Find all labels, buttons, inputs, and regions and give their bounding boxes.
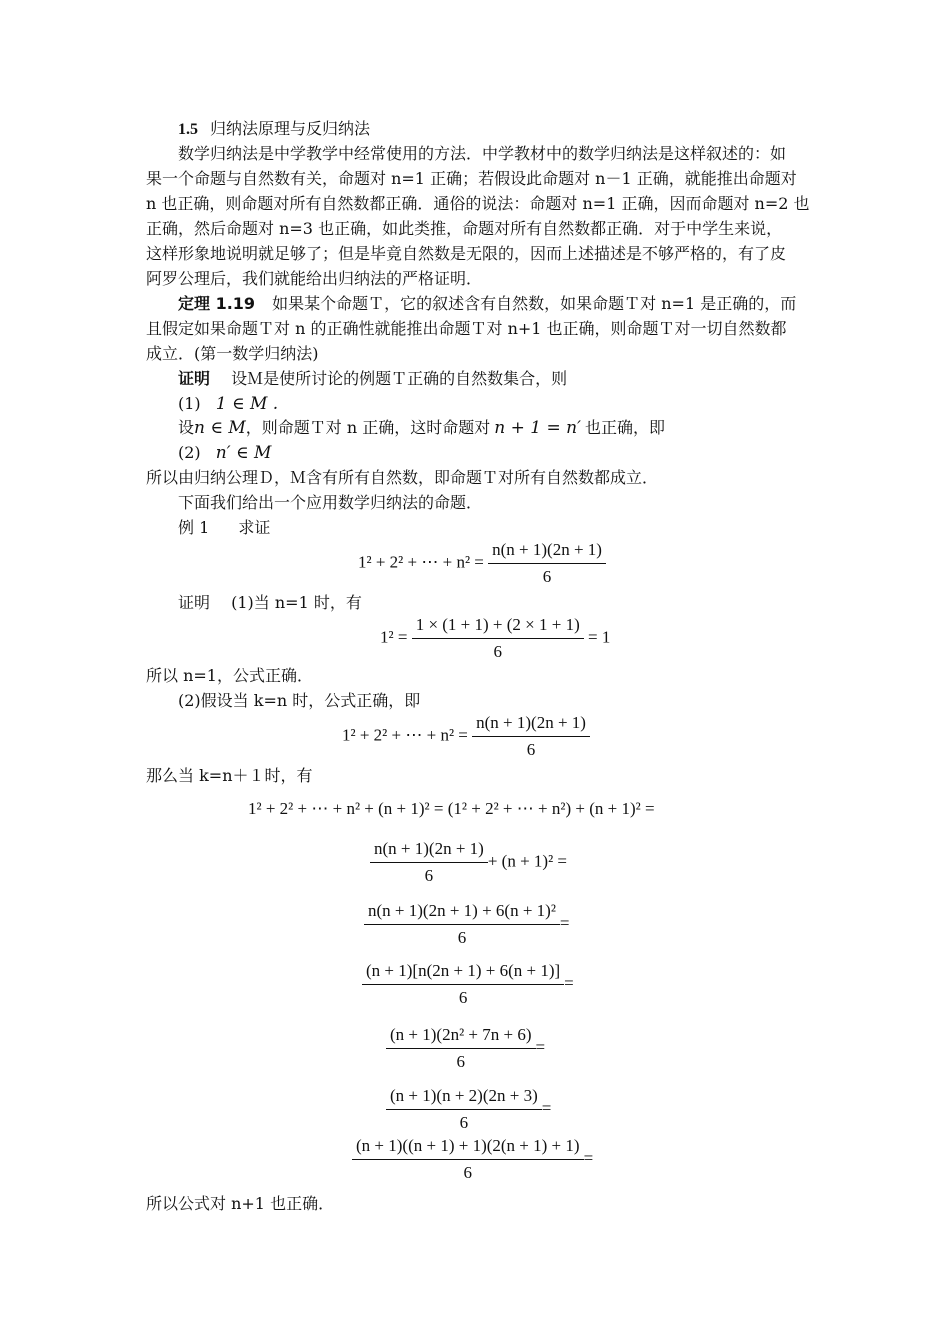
chain-tail: = [583, 1148, 594, 1168]
denominator: 6 [457, 928, 467, 947]
section-heading [178, 118, 370, 141]
example-formula [358, 537, 606, 590]
numerator: (n + 1)((n + 1) + 1)(2(n + 1) + 1) [352, 1133, 584, 1160]
proof-line-2 [178, 417, 665, 439]
formula-rhs: = 1 [588, 627, 611, 647]
proof-item-1 [178, 393, 278, 415]
intro-line: n 也正确，则命题对所有自然数都正确．通俗的说法：命题对 n=1 正确，因而命题对 n=2 也 [146, 194, 810, 213]
chain-step [386, 1022, 545, 1075]
final-conclusion: 所以公式对 n+1 也正确． [146, 1194, 335, 1213]
intro-line: 正确，然后命题对 n=3 也正确，如此类推，命题对所有自然数都正确．对于中学生来说， [146, 219, 783, 238]
fraction [472, 710, 590, 763]
chain-step [364, 898, 570, 951]
denominator: 6 [456, 1052, 465, 1071]
section-number: 1.5 [178, 121, 198, 138]
proof-label: 证明 [178, 593, 211, 612]
proof-item-2 [178, 442, 271, 464]
example-header [178, 517, 270, 539]
chain-step [370, 836, 567, 889]
fraction [370, 836, 488, 889]
item-math: n′ ∈ M [215, 443, 272, 463]
chain-tail: = [535, 1037, 546, 1057]
item-math: 1 ∈ M . [215, 394, 279, 414]
case1-conclusion: 所以 n=1，公式正确． [146, 666, 313, 685]
section-title: 归纳法原理与反归纳法 [210, 119, 371, 138]
numerator: n(n + 1)(2n + 1) [370, 836, 488, 863]
numerator: 1 × (1 + 1) + (2 × 1 + 1) [412, 612, 584, 639]
fraction [386, 1083, 542, 1136]
numerator: (n + 1)(2n² + 7n + 6) [386, 1022, 536, 1049]
chain-step [352, 1133, 593, 1186]
item-label: (1) [178, 394, 201, 413]
formula-lhs: 1² + 2² + ⋯ + n² = [342, 725, 468, 745]
chain-tail: + (n + 1)² = [487, 851, 568, 871]
theorem-line: 且假定如果命题Ｔ对 n 的正确性就能推出命题Ｔ对 n+1 也正确，则命题Ｔ对一切自然数都 [146, 319, 787, 338]
example-proof-line [178, 592, 362, 614]
numerator: (n + 1)(n + 2)(2n + 3) [386, 1083, 542, 1110]
chain-tail: = [559, 913, 570, 933]
proof-text: 设Ｍ是使所讨论的例题Ｔ正确的自然数集合，则 [231, 369, 568, 388]
intro-line: 这样形象地说明就足够了；但是毕竟自然数是无限的，因而上述描述是不够严格的，有了皮 [146, 244, 787, 263]
fraction [362, 958, 564, 1011]
item-label: (2) [178, 443, 201, 462]
denominator: 6 [463, 1163, 473, 1182]
theorem-line: 成立．(第一数学归纳法) [146, 344, 319, 363]
case2-text: (2)假设当 k=n 时，公式正确，即 [178, 691, 421, 710]
example-task: 求证 [238, 518, 271, 537]
inline-math: n ∈ M [194, 418, 246, 438]
theorem-label: 定理 1.19 [178, 294, 256, 313]
numerator: (n + 1)[n(2n + 1) + 6(n + 1)] [362, 958, 564, 985]
denominator: 6 [542, 567, 552, 586]
chain-step [362, 958, 574, 1011]
proof-first-line [178, 368, 567, 390]
theorem-text: 如果某个命题Ｔ，它的叙述含有自然数，如果命题Ｔ对 n=1 是正确的，而 [272, 294, 797, 313]
fraction [488, 537, 606, 590]
proof-label: 证明 [178, 369, 211, 388]
then-text: 那么当 k=n＋１时，有 [146, 766, 313, 785]
case1-text: (1)当 n=1 时，有 [231, 593, 362, 612]
chain-tail: = [564, 973, 574, 993]
text-fragment: 也正确，即 [584, 418, 665, 437]
denominator: 6 [424, 866, 434, 885]
chain-step [386, 1083, 551, 1136]
fraction [352, 1133, 584, 1186]
theorem-first-line [178, 293, 796, 315]
proof-next: 下面我们给出一个应用数学归纳法的命题． [178, 493, 483, 512]
numerator: n(n + 1)(2n + 1) + 6(n + 1)² [364, 898, 560, 925]
numerator: n(n + 1)(2n + 1) [472, 710, 590, 737]
intro-line: 数学归纳法是中学教学中经常使用的方法．中学教材中的数学归纳法是这样叙述的：如 [178, 144, 787, 163]
example-label: 例 1 [178, 518, 210, 537]
fraction [412, 612, 584, 665]
intro-line: 果一个命题与自然数有关，命题对 n=1 正确；若假设此命题对 n－1 正确，就能推出命题对 [146, 169, 797, 188]
intro-line: 阿罗公理后，我们就能给出归纳法的严格证明． [146, 269, 483, 288]
fraction [386, 1022, 536, 1075]
denominator: 6 [493, 642, 502, 661]
chain-first-line: 1² + 2² + ⋯ + n² + (n + 1)² = (1² + 2² + ⋯ + n²) + (n + 1)² = [248, 799, 655, 818]
formula-lhs: 1² + 2² + ⋯ + n² = [358, 552, 484, 572]
case1-formula [380, 612, 610, 665]
denominator: 6 [459, 1113, 469, 1132]
denominator: 6 [526, 740, 536, 759]
case2-formula [342, 710, 590, 763]
text-fragment: ，则命题Ｔ对 n 正确，这时命题对 [245, 418, 491, 437]
fraction [364, 898, 560, 951]
numerator: n(n + 1)(2n + 1) [488, 537, 606, 564]
text-fragment: 设 [178, 418, 195, 437]
chain-tail: = [541, 1098, 552, 1118]
formula-lhs: 1² = [380, 627, 408, 647]
inline-math: n + 1 = n′ [494, 418, 581, 438]
proof-conclusion: 所以由归纳公理Ｄ，Ｍ含有所有自然数，即命题Ｔ对所有自然数都成立． [146, 468, 659, 487]
denominator: 6 [458, 988, 468, 1007]
